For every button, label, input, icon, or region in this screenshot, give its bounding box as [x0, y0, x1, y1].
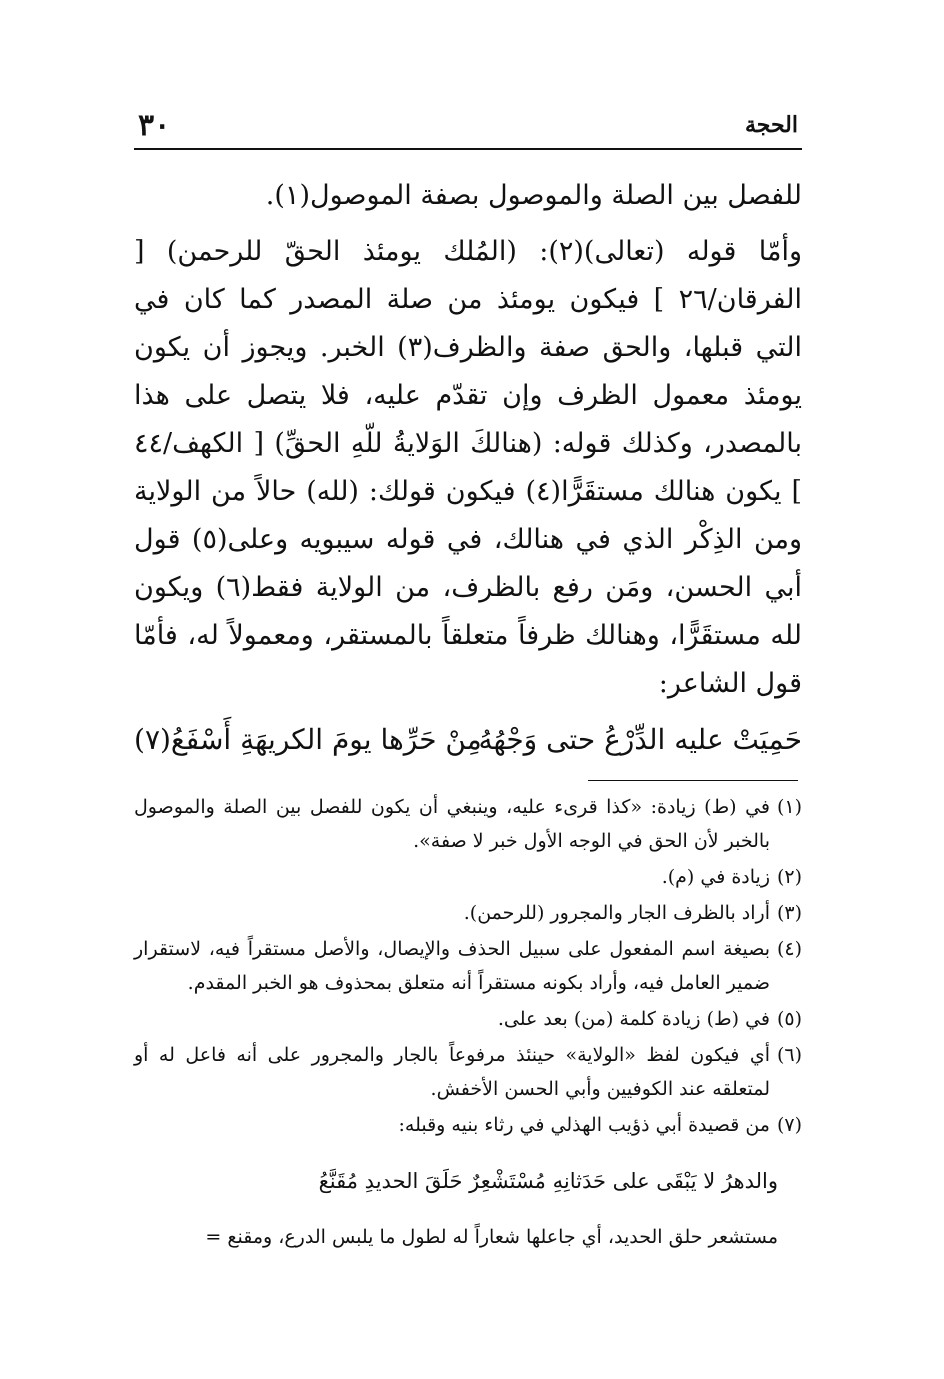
footnote-number: (٧) [776, 1114, 802, 1136]
footnote-separator [588, 780, 798, 781]
running-title: الحجة [744, 112, 798, 138]
footnote-verse: والدهرُ لا يَبْقَى على حَدَثانِهِ مُسْتَشْعِرٌ حَلَقَ الحديدِ مُقَنَّعُ [318, 1169, 778, 1193]
footnote-7 [134, 1108, 802, 1142]
footnote-number: (٥) [776, 1008, 802, 1030]
footnote-number: (١) [776, 796, 802, 818]
footnote-text: أراد بالظرف الجار والمجرور (للرحمن). [463, 902, 770, 924]
paragraph-2: وأمّا قوله (تعالى)(٢): (المُلك يومئذ الحقّ للرحمن) [ الفرقان/٢٦ ] فيكون يومئذ من صلة المصدر كما كان في التي قبلها، والحق صفة والظرف(٣) الخبر. ويجوز أن يكون يومئذ معمول الظرف وإن تقدّم عليه، فلا يتصل على هذا بالمصدر، وكذلك قوله: (هنالكَ الوَلايةُ للّهِ الحقِّ) [ الكهف/٤٤ ] يكون هنالك مستقَرًّا(٤) فيكون قولك: (لله) حالاً من الولاية ومن الذِكْر الذي في هنالك، في قوله سيبويه وعلى(٥) قول أبي الحسن، ومَن رفع بالظرف، من الولاية فقط(٦) ويكون لله مستقَرًّا، وهنالك ظرفاً متعلقاً بالمستقر، ومعمولاً له، فأمّا قول الشاعر: [134, 236, 802, 699]
footnote-continuation: مستشعر حلق الحديد، أي جاعلها شعاراً له لطول ما يلبس الدرع، ومقنع = [205, 1226, 778, 1248]
poem-verse [134, 716, 802, 764]
footnote-text: بصيغة اسم المفعول على سبيل الحذف والإيصال، والأصل مستقراً فيه، لاستقرار ضمير العامل فيه، وأراد بكونه مستقراً أنه متعلق بمحذوف هو الخبر المقدم. [134, 938, 770, 994]
footnote-text: أي فيكون لفظ «الولاية» حينئذ مرفوعاً بالجار والمجرور على أنه فاعل له أو لمتعلقه عند الكوفيين وأبي الحسن الأخفش. [134, 1044, 770, 1100]
footnote-text: في (ط) زيادة: «كذا قرىء عليه، وينبغي أن يكون للفصل بين الصلة والموصول بالخبر لأن الحق في الوجه الأول خبر لا صفة». [134, 796, 770, 852]
page-number: ٣٠ [138, 108, 171, 143]
footnote-number: (٤) [776, 938, 802, 960]
footnotes [134, 790, 802, 1254]
footnote-4 [134, 932, 802, 1000]
footnote-6 [134, 1038, 802, 1106]
footnote-text: زيادة في (م). [661, 866, 770, 888]
footnote-number: (٣) [776, 902, 802, 924]
paragraph-1: للفصل بين الصلة والموصول بصفة الموصول(١). [265, 180, 802, 211]
footnote-number: (٦) [776, 1044, 802, 1066]
footnote-5 [134, 1002, 802, 1036]
verse-hemistich-first: حَمِيَتْ عليه الدِّرْعُ حتى وَجْهُهُ [478, 723, 802, 756]
main-text [134, 172, 802, 708]
footnote-text: من قصيدة أبي ذؤيب الهذلي في رثاء بنيه وقبله: [398, 1114, 770, 1136]
footnote-3 [134, 896, 802, 930]
footnote-text: في (ط) زيادة كلمة (من) بعد على. [497, 1008, 770, 1030]
footnote-number: (٢) [776, 866, 802, 888]
verse-hemistich-second: مِنْ حَرِّها يومَ الكريهَةِ أَسْفَعُ(٧) [134, 723, 482, 756]
page-header [134, 108, 802, 152]
footnote-1 [134, 790, 802, 858]
header-rule [134, 148, 802, 150]
footnote-2 [134, 860, 802, 894]
